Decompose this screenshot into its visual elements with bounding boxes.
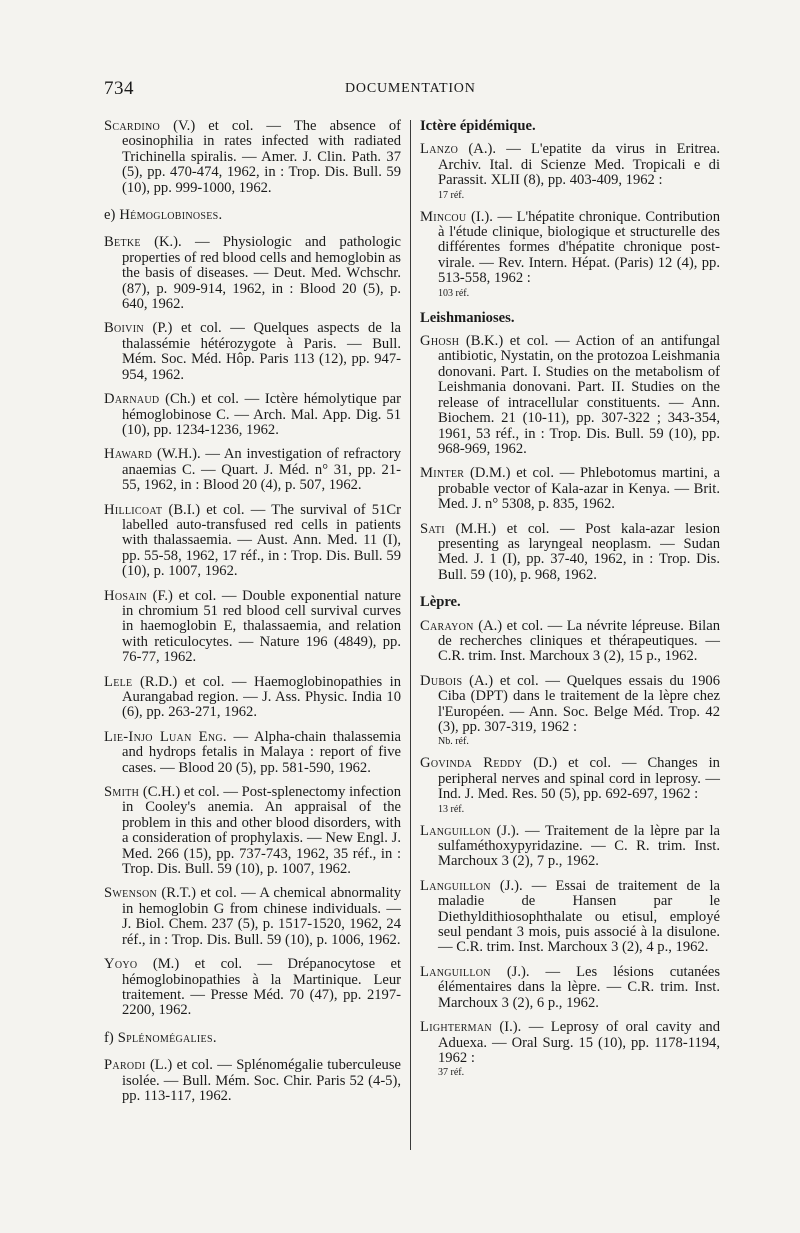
bibliography-entry — [104, 957, 401, 1019]
entry-initials: (L.) — [149, 1057, 173, 1074]
entry-text: et col. — Changes in peripheral nerves and spinal cord in leprosy. — Ind. J. Med. Res. 50 (5), pp. 692-697, 1962 : — [438, 755, 720, 803]
section-title: Splénomégalies. — [117, 1029, 217, 1046]
entry-author: Hillicoat — [104, 501, 163, 518]
section-heading — [104, 1031, 401, 1046]
entry-author: Yoyo — [104, 956, 138, 973]
entry-author: Mincou — [420, 208, 467, 225]
reference-count: 17 réf. — [438, 189, 465, 201]
entry-author: Languillon — [420, 877, 491, 894]
column-divider — [410, 120, 411, 1150]
bibliography-entry — [420, 210, 720, 299]
bibliography-entry — [104, 119, 401, 196]
entry-text: et col. — La névrite lépreuse. Bilan de recherches cliniques et thérapeutiques. — C.R. trim. Inst. Marchoux 3 (2), 15 p., 1962. — [438, 617, 720, 665]
entry-author: Hosain — [104, 587, 147, 604]
entry-author: Ghosh — [420, 333, 460, 350]
bibliography-entry — [420, 522, 720, 584]
section-heading: Ictère épidémique. — [420, 118, 536, 134]
entry-author: Betke — [104, 234, 141, 251]
entry-text: et col. — The absence of eosinophilia in rates infected with radiated Trichinella spiralis. — Amer. J. Clin. Path. 37 (5), pp. 470-474, 1962, in : Trop. Dis. Bull. 59 (10), pp. 999-1000, 1962. — [122, 118, 401, 196]
entry-initials: (B.K.) — [465, 333, 504, 350]
entry-author: Boivin — [104, 320, 144, 337]
entry-author: Lighterman — [420, 1019, 492, 1036]
entry-initials: (D.M.) — [469, 465, 511, 482]
section-heading — [104, 208, 401, 223]
entry-author: Lele — [104, 673, 133, 690]
entry-text: — Les lésions cutanées élémentaires dans la lèpre. — C.R. trim. Inst. Marchoux 3 (2), 6 p., 1962. — [438, 963, 720, 1011]
entry-text: — Essai de traitement de la maladie de Hansen par le Diethyldithiosophthalate ou etisul, employé seul pendant 3 mois, puis associé à la disulone. — C.R. trim. Inst. Marchoux 3 (2), 4 p., 1962. — [438, 877, 720, 956]
entry-initials: (I.). — [471, 208, 493, 225]
bibliography-entry — [420, 674, 720, 748]
entry-author: Parodi — [104, 1057, 146, 1074]
entry-author: Haward — [104, 446, 153, 463]
entry-author: Dubois — [420, 672, 463, 689]
section-number: e) — [104, 207, 116, 224]
bibliography-entry — [104, 785, 401, 877]
entry-text: et col. — Ictère hémolytique par hémoglobinose C. — Arch. Mal. App. Dig. 51 (10), pp. 1234-1236, 1962. — [122, 391, 401, 438]
entry-initials: (J.). — [506, 963, 530, 980]
entry-text: — Physiologic and pathologic properties of red blood cells and hemoglobin as the basis of diseases. — Deut. Med. Wchschr. (87), p. 909-914, 1962, in : Blood 20 (5), p. 640, 1962. — [122, 234, 401, 313]
entry-author: Swenson — [104, 885, 157, 902]
entry-initials: (D.) — [533, 755, 558, 772]
entry-initials: (I.). — [499, 1019, 522, 1036]
bibliography-entry — [420, 142, 720, 200]
bibliography-entry — [420, 879, 720, 956]
entry-text: et col. — The survival of 51Cr labelled auto-transfused red cells in patients with thalassaemia. — Aust. Ann. Med. 11 (I), pp. 55-58, 1962, 17 réf., in : Trop. Dis. Bull. 59 (10), p. 1007, 1962. — [122, 501, 401, 580]
section-number: f) — [104, 1029, 114, 1046]
entry-text: et col. — Quelques essais du 1906 Ciba (DPT) dans le traitement de la lèpre chez l'Européen. — Ann. Soc. Belge Méd. Trop. 42 (3), pp. 307-319, 1962 : — [438, 672, 720, 735]
page-number: 734 — [104, 78, 134, 99]
entry-initials: (A.) — [478, 617, 503, 634]
bibliography-entry — [104, 392, 401, 438]
entry-initials: (J.). — [496, 822, 520, 839]
entry-text: et col. — Phlebotomus martini, a probable vector of Kala-azar in Kenya. — Brit. Med. J. n° 5308, p. 835, 1962. — [438, 465, 720, 513]
bibliography-entry — [104, 447, 401, 493]
entry-initials: (P.) — [152, 320, 173, 337]
bibliography-entry — [104, 321, 401, 383]
entry-initials: (R.T.) — [161, 885, 196, 902]
entry-author: Minter — [420, 465, 465, 482]
entry-text: et col. — Quelques aspects de la thalassémie hétérozygote à Paris. — Bull. Mém. Soc. Méd. Hôp. Paris 113 (12), pp. 947-954, 1962. — [122, 320, 401, 383]
reference-count: 103 réf. — [438, 287, 470, 299]
entry-text: — Leprosy of oral cavity and Aduexa. — Oral Surg. 15 (10), pp. 1178-1194, 1962 : — [438, 1019, 721, 1066]
section-title: Hémoglobinoses. — [119, 207, 223, 224]
entry-initials: (W.H.). — [156, 446, 201, 463]
entry-text: et col. — Action of an antifungal antibiotic, Nystatin, on the protozoa Leishmania donovani. Part. I. Studies on the metabolism of Leishmania donovani. Part. II. Studies on the release of intracellular constituents. — Ann. Biochem. 21 (10-11), pp. 307-322 ; 343-354, 1961, 53 réf., in : Trop. Dis. Bull. 59 (10), pp. 968-969, 1962. — [438, 333, 720, 457]
entry-text: et col. — Double exponential nature in chromium 51 red blood cell survival curves in haemoglobin E, thalassaemia, and relation with reticulocytes. — Nature 196 (4849), pp. 76-77, 1962. — [122, 587, 401, 666]
entry-text: — L'epatite da virus in Eritrea. Archiv. Ital. di Scienze Med. Tropicali e di Parassit. XLII (8), pp. 403-409, 1962 : — [438, 141, 720, 189]
entry-text: et col. — Post kala-azar lesion presenting as laryngeal neoplasm. — Sudan Med. J. 1 (I), pp. 37-40, 1962, in : Trop. Dis. Bull. 59 (10), p. 968, 1962. — [438, 520, 721, 583]
bibliography-entry — [420, 756, 720, 814]
entry-initials: (A.) — [469, 672, 494, 689]
entry-author: Darnaud — [104, 391, 160, 408]
entry-text: et col. — Haemoglobinopathies in Aurangabad region. — J. Ass. Physic. India 10 (6), pp. 263-271, 1962. — [122, 673, 402, 721]
entry-initials: (F.) — [152, 587, 173, 604]
entry-initials: (J.). — [499, 877, 523, 894]
entry-initials: (V.) — [173, 118, 196, 134]
entry-author: Scardino — [104, 118, 161, 134]
bibliography-entry — [104, 1058, 401, 1104]
bibliography-entry — [104, 730, 401, 776]
entry-author: Govinda Reddy — [420, 755, 523, 772]
bibliography-entry — [104, 503, 401, 580]
entry-initials: (M.) — [152, 956, 180, 973]
entry-text: et col. — A chemical abnormality in hemoglobin G from chinese individuals. — J. Biol. Chem. 237 (5), p. 1517-1520, 1962, 24 réf., in : Trop. Dis. Bull. 59 (10), p. 1006, 1962. — [122, 885, 401, 948]
bibliography-entry — [104, 235, 401, 312]
entry-text: et col. — Post-splenectomy infection in Cooley's anemia. An appraisal of the problem in this and other blood disorders, with a consideration of prophylaxis. — New Engl. J. Med. 266 (15), pp. 737-743, 1962, 35 réf., in : Trop. Dis. Bull. 59 (10), p. 1007, 1962. — [122, 784, 401, 878]
entry-initials: (M.H.) — [455, 520, 497, 537]
entry-initials: (C.H.) — [142, 784, 181, 801]
reference-count: 13 réf. — [438, 803, 465, 815]
left-column — [104, 119, 401, 1113]
entry-text: — Alpha-chain thalassemia and hydrops fetalis in Malaya : report of five cases. — Blood 20 (5), pp. 581-590, 1962. — [122, 728, 401, 776]
entry-author: Smith — [104, 784, 140, 801]
entry-text: — L'hépatite chronique. Contribution à l'étude clinique, biologique et structurelle des différentes formes d'hépatite chronique post-virale. — Rev. Intern. Hépat. (Paris) 12 (4), pp. 513-558, 1962 : — [438, 208, 720, 287]
bibliography-entry — [420, 466, 720, 512]
entry-author: Languillon — [420, 963, 491, 980]
bibliography-entry — [420, 334, 720, 457]
running-title: DOCUMENTATION — [345, 81, 476, 96]
bibliography-entry — [420, 1020, 720, 1078]
entry-initials: (K.). — [154, 234, 182, 251]
entry-text: et col. — Splénomégalie tuberculeuse isolée. — Bull. Mém. Soc. Chir. Paris 52 (4-5), pp. 113-117, 1962. — [122, 1057, 401, 1104]
bibliography-entry — [104, 675, 401, 721]
entry-author: Lanzo — [420, 141, 459, 158]
entry-author: Carayon — [420, 617, 474, 634]
bibliography-entry — [420, 824, 720, 870]
bibliography-entry — [104, 589, 401, 666]
bibliography-entry — [104, 886, 401, 948]
entry-author: Lie-Injo Luan Eng. — [104, 728, 227, 745]
section-heading: Leishmanioses. — [420, 309, 515, 326]
section-heading: Lèpre. — [420, 594, 461, 611]
entry-text: — Traitement de la lèpre par la sulfaméthoxypyridazine. — C. R. trim. Inst. Marchoux 3 (2), 7 p., 1962. — [438, 822, 720, 870]
entry-initials: (R.D.) — [140, 673, 178, 690]
bibliography-entry — [420, 965, 720, 1011]
entry-author: Sati — [420, 520, 445, 537]
reference-count: 37 réf. — [438, 1067, 465, 1079]
entry-text: et col. — Drépanocytose et hémoglobinopathies à la Martinique. Leur traitement. — Presse Méd. 70 (47), pp. 2197-2200, 1962. — [122, 956, 402, 1019]
right-column — [420, 119, 720, 1087]
reference-count: Nb. réf. — [438, 736, 469, 748]
entry-author: Languillon — [420, 822, 491, 839]
entry-initials: (B.I.) — [168, 501, 201, 518]
entry-initials: (A.). — [468, 141, 496, 158]
entry-text: — An investigation of refractory anaemias C. — Quart. J. Méd. n° 31, pp. 21-55, 1962, in : Blood 20 (4), p. 507, 1962. — [122, 446, 401, 494]
bibliography-entry — [420, 619, 720, 665]
entry-initials: (Ch.) — [165, 391, 196, 408]
